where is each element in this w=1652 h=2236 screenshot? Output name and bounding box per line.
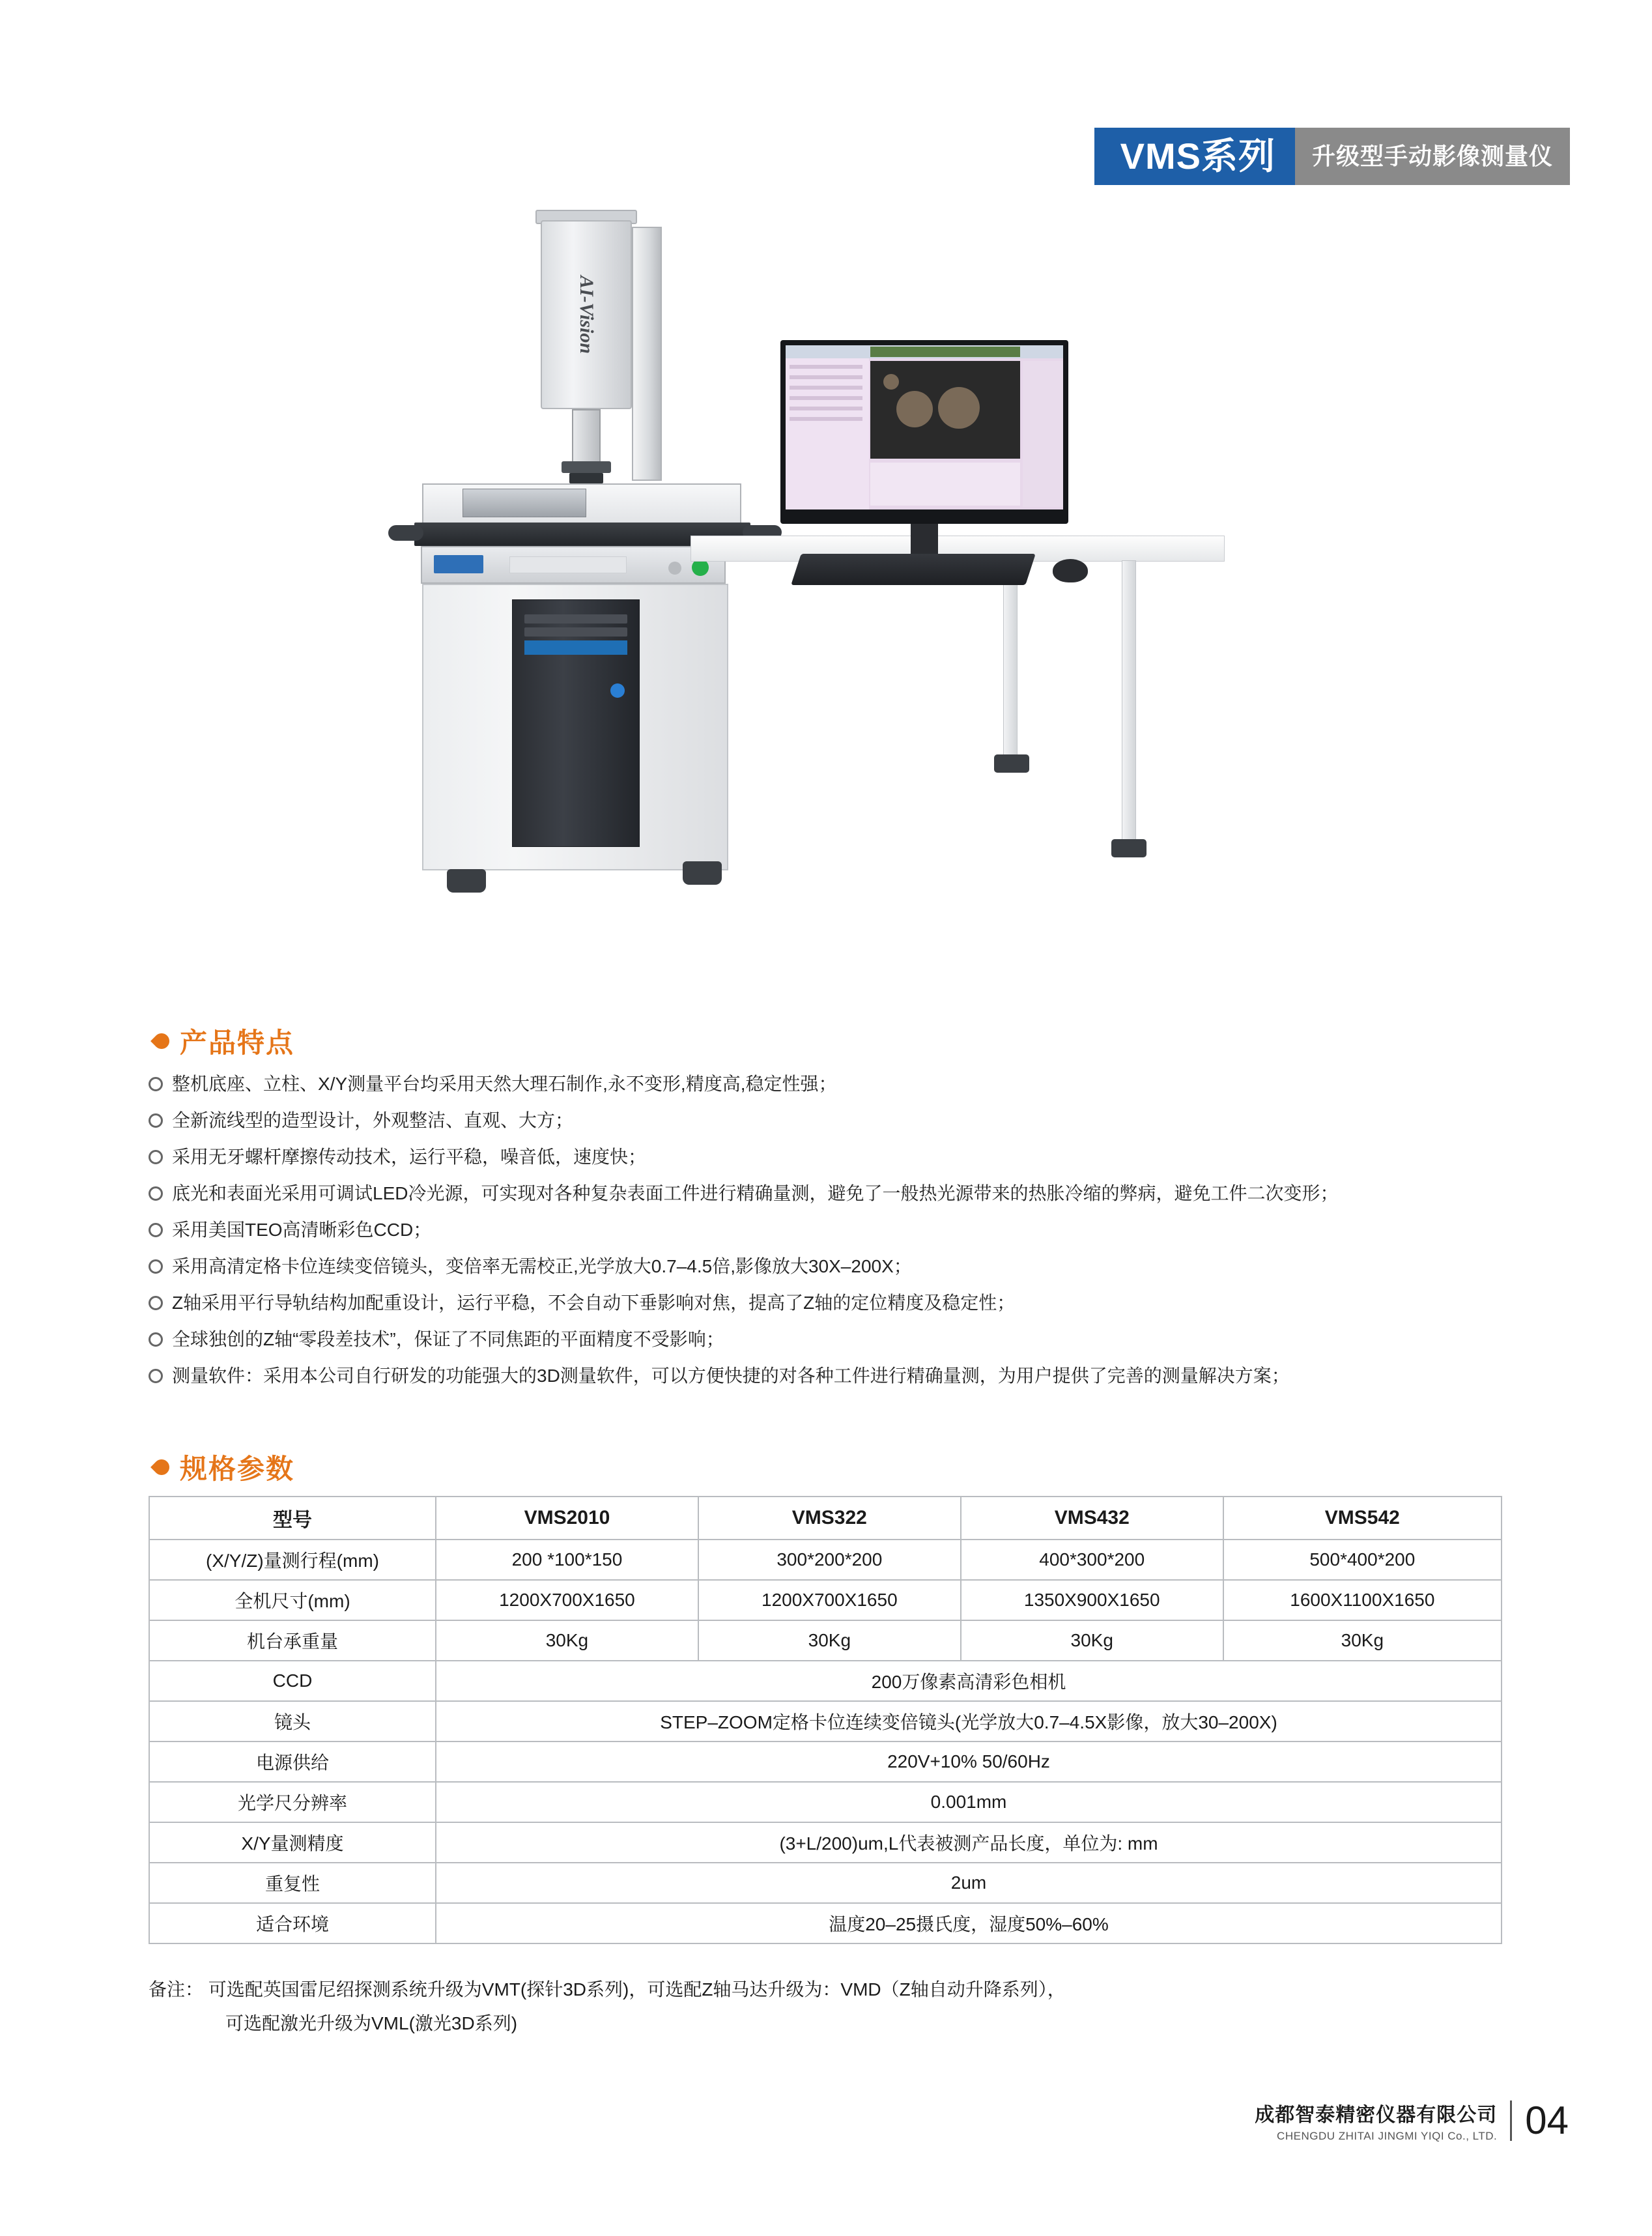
specs-heading-text: 规格参数 [180,1454,295,1484]
remarks-line-1: 备注： 可选配英国雷尼绍探测系统升级为VMT(探针3D系列)，可选配Z轴马达升级为：VMD（Z轴自动升降系列）， [149,1979,1066,2000]
machine-panel-label [509,556,627,573]
table-row [149,1782,1502,1822]
software-left-panel [786,358,869,509]
feature-text: 采用无牙螺杆摩擦传动技术，运行平稳，噪音低，速度快； [172,1147,647,1167]
list-item [149,1066,1549,1102]
header-title-block [1094,128,1295,185]
table-cell: 30Kg [1223,1620,1502,1661]
list-item [149,1358,1549,1394]
machine-x-axis-knob [388,525,423,541]
desk-leg [1122,560,1136,840]
desktop-pc-tower [512,599,640,847]
machine-brand-label: AI-Vision [576,275,597,354]
desk-foot [1111,839,1146,857]
table-cell: 2um [436,1863,1502,1903]
table-row [149,1661,1502,1701]
row-label: 光学尺分辨率 [149,1782,436,1822]
table-cell: 200 *100*150 [436,1540,698,1580]
machine-stage-workpiece-area [463,489,586,517]
table-cell: 30Kg [436,1620,698,1661]
table-row [149,1742,1502,1782]
features-heading-text: 产品特点 [180,1027,295,1058]
feature-text: 测量软件：采用本公司自行研发的功能强大的3D测量软件，可以方便快捷的对各种工件进行精确量测，为用户提供了完善的测量解决方案； [172,1366,1290,1386]
features-section-heading [154,1022,294,1061]
table-header-row [149,1497,1502,1540]
droplet-icon [154,1457,169,1478]
list-item [149,1139,1549,1175]
table-cell: 220V+10% 50/60Hz [436,1742,1502,1782]
column-header: VMS2010 [436,1497,698,1540]
row-label: 机台承重量 [149,1620,436,1661]
machine-panel-button-gray [668,562,681,575]
features-list [149,1066,1549,1394]
table-cell: 1350X900X1650 [961,1580,1223,1620]
table-row [149,1580,1502,1620]
desk-leg [1003,560,1018,756]
machine-logo-badge [434,555,483,573]
bullet-icon [149,1077,163,1091]
feature-text: Z轴采用平行导轨结构加配重设计，运行平稳，不会自动下垂影响对焦，提高了Z轴的定位精度及稳定性； [172,1293,1016,1313]
mouse [1053,559,1088,582]
software-results-panel [870,463,1020,506]
table-row [149,1863,1502,1903]
table-cell: STEP–ZOOM定格卡位连续变倍镜头(光学放大0.7–4.5X影像，放大30–200X) [436,1701,1502,1742]
bullet-icon [149,1150,163,1164]
table-cell: 温度20–25摄氏度，湿度50%–60% [436,1903,1502,1943]
table-cell: 1200X700X1650 [698,1580,961,1620]
bullet-icon [149,1296,163,1310]
page-footer [1255,2098,1569,2143]
machine-leveling-foot [683,861,722,885]
list-item [149,1321,1549,1358]
company-name-en: CHENGDU ZHITAI JINGMI YIQI Co., LTD. [1277,2129,1498,2142]
bullet-icon [149,1259,163,1274]
header-subtitle-block [1295,128,1570,185]
column-header: VMS432 [961,1497,1223,1540]
software-camera-view [870,361,1020,459]
feature-text: 全新流线型的造型设计，外观整洁、直观、大方； [172,1110,574,1130]
keyboard [791,554,1036,585]
table-row [149,1701,1502,1742]
page-number: 04 [1525,2099,1569,2142]
machine-lens-ring [562,461,611,473]
list-item [149,1102,1549,1139]
bullet-icon [149,1186,163,1201]
row-label: 镜头 [149,1701,436,1742]
table-cell: 300*200*200 [698,1540,961,1580]
list-item [149,1175,1549,1212]
software-right-panel [1023,361,1063,507]
pc-front-panel-accent [524,640,627,655]
machine-column [632,227,662,481]
list-item [149,1248,1549,1285]
table-cell: 30Kg [698,1620,961,1661]
bullet-icon [149,1113,163,1128]
machine-head-housing [541,220,632,409]
machine-control-panel [421,546,726,584]
feature-text: 底光和表面光采用可调试LED冷光源，可实现对各种复杂表面工件进行精确量测，避免了一般热光源带来的热胀冷缩的弊病，避免工件二次变形； [172,1183,1339,1203]
remarks-note [149,1973,1517,2041]
machine-leveling-foot [447,869,486,893]
specifications-table [149,1496,1502,1944]
column-header: VMS542 [1223,1497,1502,1540]
row-label: (X/Y/Z)量测行程(mm) [149,1540,436,1580]
monitor-stand-neck [911,524,938,558]
pc-drive-bay [524,614,627,624]
column-header: VMS322 [698,1497,961,1540]
table-cell: 400*300*200 [961,1540,1223,1580]
feature-text: 整机底座、立柱、X/Y测量平台均采用天然大理石制作,永不变形,精度高,稳定性强； [172,1074,837,1094]
page-subtitle: 升级型手动影像测量仪 [1311,143,1553,169]
pc-power-button [610,683,625,698]
table-cell: 30Kg [961,1620,1223,1661]
monitor-screen [786,345,1063,509]
specs-section-heading [154,1448,294,1487]
column-header: 型号 [149,1497,436,1540]
table-row [149,1620,1502,1661]
list-item [149,1212,1549,1248]
company-name-cn: 成都智泰精密仪器有限公司 [1255,2104,1498,2126]
product-photo [352,202,1238,977]
row-label: CCD [149,1661,436,1701]
company-identity [1255,2099,1497,2143]
table-cell: 500*400*200 [1223,1540,1502,1580]
droplet-icon [154,1031,169,1052]
table-row [149,1822,1502,1863]
bullet-icon [149,1223,163,1237]
desk-foot [994,754,1029,773]
table-cell: 200万像素高清彩色相机 [436,1661,1502,1701]
feature-text: 全球独创的Z轴“零段差技术”，保证了不同焦距的平面精度不受影响； [172,1329,724,1349]
table-cell: 1600X1100X1650 [1223,1580,1502,1620]
footer-divider [1510,2100,1512,2141]
bullet-icon [149,1369,163,1383]
page-header-banner [1094,128,1570,185]
bullet-icon [149,1332,163,1347]
row-label: 全机尺寸(mm) [149,1580,436,1620]
table-cell: 1200X700X1650 [436,1580,698,1620]
feature-text: 采用美国TEO高清晰彩色CCD； [172,1220,432,1240]
list-item [149,1285,1549,1321]
measuring-machine-illustration [352,202,821,938]
table-cell: (3+L/200)um,L代表被测产品长度，单位为: mm [436,1822,1502,1863]
pc-drive-bay [524,627,627,637]
software-titlebar [870,347,1020,357]
table-row [149,1903,1502,1943]
machine-lens-objective [569,473,603,483]
row-label: 电源供给 [149,1742,436,1782]
remarks-line-2: 可选配激光升级为VML(激光3D系列) [225,2013,518,2033]
row-label: 适合环境 [149,1903,436,1943]
table-row [149,1540,1502,1580]
table-cell: 0.001mm [436,1782,1502,1822]
feature-text: 采用高清定格卡位连续变倍镜头，变倍率无需校正,光学放大0.7–4.5倍,影像放大30X–200X； [172,1256,912,1276]
row-label: 重复性 [149,1863,436,1903]
page-title: VMS系列 [1120,136,1275,177]
monitor [780,340,1068,524]
row-label: X/Y量测精度 [149,1822,436,1863]
